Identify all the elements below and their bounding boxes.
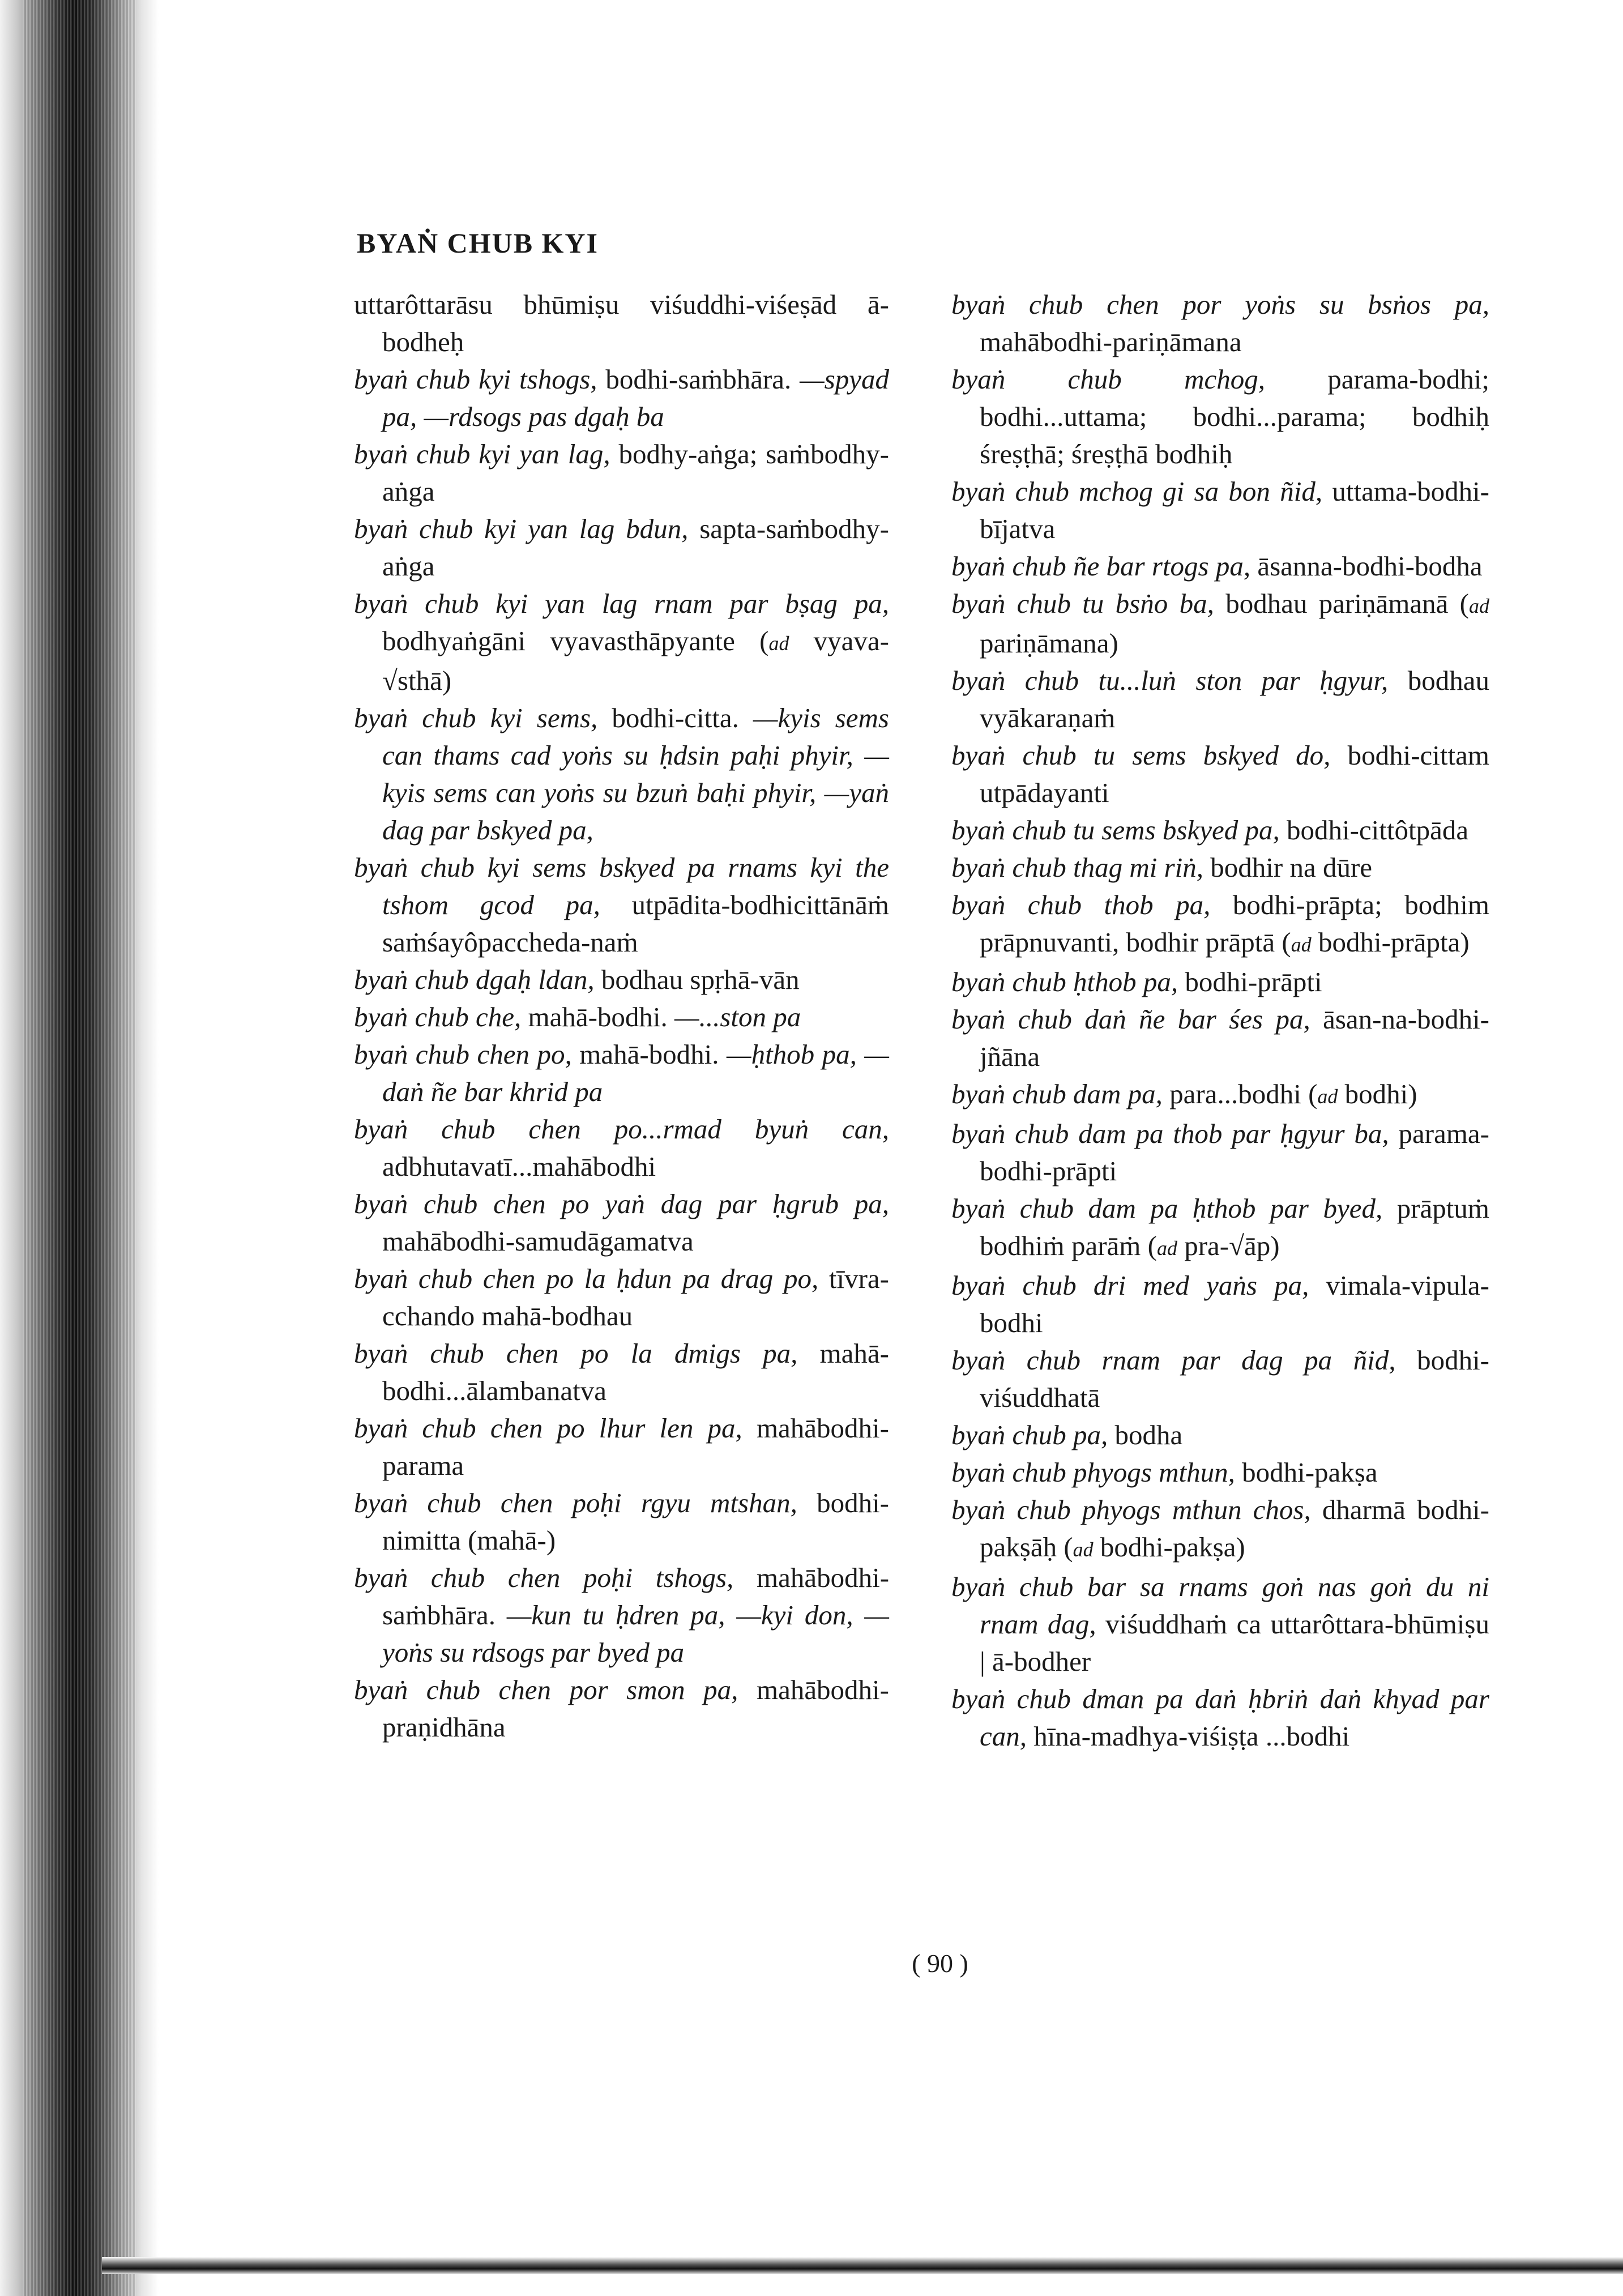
tibetan-headword: byaṅ chub thob pa, <box>951 889 1211 920</box>
dictionary-entry <box>354 585 889 699</box>
tibetan-headword: byaṅ chub bar sa rnams goṅ nas goṅ du ni rnam dag, <box>951 1571 1489 1640</box>
tibetan-headword: byaṅ chub chen po, <box>354 1039 572 1070</box>
sanskrit-equivalent: sapta-saṁbodhy-aṅga <box>382 513 889 582</box>
dictionary-entry <box>951 886 1489 963</box>
tibetan-headword: byaṅ chub dri med yaṅs pa, <box>951 1270 1309 1301</box>
sanskrit-equivalent: bodhy-aṅga; saṁbodhy-aṅga <box>382 438 889 507</box>
tibetan-subentries: —...ston pa <box>674 1001 801 1032</box>
tibetan-headword: byaṅ chub kyi sems, <box>354 702 598 733</box>
tibetan-headword: byaṅ chub chen poḥi tshogs, <box>354 1562 734 1593</box>
sanskrit-equivalent-cont: pra-√āp) <box>1177 1230 1280 1261</box>
tibetan-headword: byaṅ chub ḥthob pa, <box>951 966 1178 997</box>
sanskrit-equivalent: bodha <box>1108 1419 1183 1450</box>
dictionary-entry <box>354 1559 889 1671</box>
sanskrit-equivalent: bodhi-saṁbhāra. <box>597 364 800 395</box>
tibetan-headword: byaṅ chub kyi yan lag rnam par bṣag pa, <box>354 588 889 619</box>
tibetan-headword: byaṅ chub thag mi riṅ, <box>951 852 1204 883</box>
tibetan-headword: byaṅ chub dam pa thob par ḥgyur ba, <box>951 1118 1389 1149</box>
dictionary-entry <box>951 662 1489 737</box>
sanskrit-equivalent-cont: bodhi-pakṣa) <box>1093 1531 1245 1563</box>
tibetan-headword: byaṅ chub phyogs mthun chos, <box>951 1494 1311 1525</box>
sanskrit-equivalent: viśuddhaṁ ca uttarôttara-bhūmiṣu | ā-bodher <box>980 1608 1489 1677</box>
dictionary-entry <box>354 961 889 998</box>
sanskrit-equivalent: para...bodhi ( <box>1162 1078 1318 1109</box>
abbreviation: ad <box>1291 933 1312 956</box>
sanskrit-equivalent: dharmā bodhi-pakṣāḥ ( <box>980 1494 1489 1563</box>
sanskrit-equivalent: mahā-bodhi. <box>521 1001 675 1032</box>
tibetan-headword: byaṅ chub mchog, <box>951 364 1265 395</box>
dictionary-entry <box>354 998 889 1036</box>
tibetan-subentries: —spyad pa, —rdsogs pas dgaḥ ba <box>382 364 889 432</box>
tibetan-headword: byaṅ chub tu sems bskyed pa, <box>951 814 1280 846</box>
dictionary-entry <box>951 1491 1489 1568</box>
dictionary-entry <box>951 361 1489 473</box>
tibetan-headword: byaṅ chub dman pa daṅ ḥbriṅ daṅ khyad par can, <box>951 1683 1489 1752</box>
tibetan-headword: byaṅ chub daṅ ñe bar śes pa, <box>951 1004 1310 1035</box>
sanskrit-equivalent-cont: bodhi-prāpta) <box>1311 927 1470 958</box>
dictionary-entry <box>951 812 1489 849</box>
dictionary-entry <box>951 1454 1489 1491</box>
sanskrit-equivalent: bodhi-nimitta (mahā-) <box>382 1487 889 1556</box>
tibetan-headword: byaṅ chub tu...luṅ ston par ḥgyur, <box>951 665 1389 696</box>
dictionary-entry <box>354 286 889 361</box>
dictionary-entry <box>354 1671 889 1746</box>
sanskrit-equivalent: prāptuṁ bodhiṁ parāṁ ( <box>980 1193 1489 1261</box>
tibetan-headword: byaṅ chub dgaḥ ldan, <box>354 964 595 995</box>
right-column <box>951 286 1489 1755</box>
book-gutter-page-edges <box>23 0 136 2296</box>
tibetan-subentries: —kun tu ḥdren pa, —kyi don, —yoṅs su rdsogs par byed pa <box>382 1599 889 1668</box>
dictionary-entry <box>951 585 1489 662</box>
tibetan-headword: byaṅ chub chen po la dmigs pa, <box>354 1338 798 1369</box>
sanskrit-equivalent: bodhi-citta. <box>597 702 753 733</box>
dictionary-entry <box>951 1190 1489 1267</box>
sanskrit-equivalent: adbhutavatī...mahābodhi <box>382 1151 656 1182</box>
dictionary-entry <box>951 1001 1489 1076</box>
tibetan-headword: byaṅ chub kyi yan lag, <box>354 438 610 470</box>
sanskrit-equivalent: bodhau spṛhā-vān <box>594 964 800 995</box>
sanskrit-equivalent: bodhyaṅgāni vyavasthāpyante ( <box>382 625 769 656</box>
dictionary-entry <box>354 361 889 436</box>
tibetan-headword: byaṅ chub chen poḥi rgyu mtshan, <box>354 1487 797 1518</box>
sanskrit-equivalent: bodhi-cittam utpādayanti <box>980 740 1489 808</box>
tibetan-headword: byaṅ chub chen po la ḥdun pa drag po, <box>354 1263 819 1294</box>
dictionary-entry <box>354 1260 889 1335</box>
tibetan-headword: byaṅ chub kyi tshogs, <box>354 364 597 395</box>
sanskrit-equivalent: bodhi-viśuddhatā <box>980 1345 1490 1413</box>
dictionary-entry <box>354 510 889 585</box>
dictionary-entry <box>951 737 1489 812</box>
sanskrit-equivalent-cont: bodhi) <box>1338 1078 1417 1109</box>
tibetan-headword: byaṅ chub rnam par dag pa ñid, <box>951 1345 1396 1376</box>
sanskrit-equivalent: bodhi-prāpta; bodhim prāpnuvanti, bodhir prāptā ( <box>980 889 1489 958</box>
tibetan-headword: byaṅ chub kyi yan lag bdun, <box>354 513 689 544</box>
dictionary-entry <box>951 548 1489 585</box>
abbreviation: ad <box>1156 1237 1177 1260</box>
dictionary-entry <box>354 1484 889 1559</box>
sanskrit-equivalent: mahābodhi-samudāgamatva <box>382 1226 694 1257</box>
dictionary-entry <box>951 1267 1489 1342</box>
sanskrit-equivalent: āsanna-bodhi-bodha <box>1250 550 1483 582</box>
sanskrit-equivalent: bodhau pariṇāmanā ( <box>1214 588 1470 619</box>
tibetan-headword: byaṅ chub chen por smon pa, <box>354 1674 738 1705</box>
sanskrit-equivalent: mahā-bodhi...ālambanatva <box>382 1338 889 1406</box>
tibetan-headword: byaṅ chub chen por yoṅs su bsṅos pa, <box>951 289 1489 320</box>
sanskrit-equivalent: āsan-na-bodhi-jñāna <box>980 1004 1489 1072</box>
tibetan-headword: byaṅ chub phyogs mthun, <box>951 1457 1235 1488</box>
abbreviation: ad <box>768 632 789 655</box>
dictionary-entry <box>951 1076 1489 1115</box>
tibetan-headword: byaṅ chub dam pa ḥthob par byed, <box>951 1193 1383 1224</box>
dictionary-entry <box>951 1568 1489 1680</box>
tibetan-headword: byaṅ chub tu bsṅo ba, <box>951 588 1214 619</box>
sanskrit-equivalent: parama-bodhi-prāpti <box>980 1118 1489 1187</box>
dictionary-entry <box>951 1115 1489 1190</box>
dictionary-entry <box>951 473 1489 548</box>
dictionary-entry <box>354 1036 889 1111</box>
dictionary-entry <box>354 849 889 961</box>
sanskrit-equivalent: hīna-madhya-viśiṣṭa ...bodhi <box>1027 1721 1350 1752</box>
dictionary-entry <box>951 286 1489 361</box>
abbreviation: ad <box>1469 595 1490 617</box>
sanskrit-equivalent: mahābodhi-saṁbhāra. <box>382 1562 890 1631</box>
dictionary-entry <box>951 1342 1489 1416</box>
tibetan-headword: byaṅ chub ñe bar rtogs pa, <box>951 550 1251 582</box>
entry-text: uttarôttarāsu bhūmiṣu viśuddhi-viśeṣād ā-bodheḥ <box>354 289 889 357</box>
tibetan-headword: byaṅ chub kyi sems bskyed pa rnams kyi the tshom gcod pa, <box>354 852 889 920</box>
sanskrit-equivalent: parama-bodhi; bodhi...uttama; bodhi...parama; bodhiḥ śreṣṭhā; śreṣṭhā bodhiḥ <box>980 364 1489 470</box>
tibetan-subentries: —ḥthob pa, —daṅ ñe bar khrid pa <box>382 1039 889 1107</box>
sanskrit-equivalent: mahābodhi-praṇidhāna <box>382 1674 889 1743</box>
dictionary-entry <box>354 1185 889 1260</box>
dictionary-entry <box>951 1416 1489 1454</box>
tibetan-headword: byaṅ chub chen po lhur len pa, <box>354 1412 742 1444</box>
dictionary-entry <box>354 699 889 849</box>
scan-bottom-edge <box>102 2257 1623 2274</box>
sanskrit-equivalent: utpādita-bodhicittānāṁ saṁśayôpaccheda-naṁ <box>382 889 889 958</box>
abbreviation: ad <box>1073 1538 1094 1561</box>
sanskrit-equivalent: tīvra-cchando mahā-bodhau <box>382 1263 889 1331</box>
page-number: ( 90 ) <box>912 1949 968 1978</box>
dictionary-entry <box>354 436 889 510</box>
tibetan-headword: byaṅ chub che, <box>354 1001 522 1032</box>
sanskrit-equivalent: mahābodhi-parama <box>382 1412 889 1481</box>
sanskrit-equivalent: mahābodhi-pariṇāmana <box>980 326 1242 357</box>
tibetan-subentries: —kyis sems can thams cad yoṅs su ḥdsin paḥi phyir, —kyis sems can yoṅs su bzuṅ baḥi phyir, —yaṅ dag par bskyed pa, <box>382 702 889 846</box>
tibetan-headword: byaṅ chub pa, <box>951 1419 1108 1450</box>
tibetan-headword: byaṅ chub mchog gi sa bon ñid, <box>951 476 1323 507</box>
sanskrit-equivalent: bodhau vyākaraṇaṁ <box>980 665 1489 733</box>
dictionary-entry <box>354 1335 889 1410</box>
dictionary-entry <box>951 1680 1489 1755</box>
sanskrit-equivalent-cont: pariṇāmana) <box>980 628 1118 659</box>
sanskrit-equivalent: mahā-bodhi. <box>571 1039 727 1070</box>
dictionary-entry <box>354 1410 889 1484</box>
sanskrit-equivalent: bodhi-prāpti <box>1178 966 1322 997</box>
sanskrit-equivalent: vimala-vipula-bodhi <box>980 1270 1490 1338</box>
dictionary-entry <box>951 963 1489 1001</box>
dictionary-entry <box>354 1111 889 1185</box>
sanskrit-equivalent: bodhir na dūre <box>1203 852 1373 883</box>
sanskrit-equivalent: bodhi-pakṣa <box>1235 1457 1378 1488</box>
sanskrit-equivalent: uttama-bodhi-bījatva <box>980 476 1489 544</box>
left-column <box>354 286 889 1746</box>
tibetan-headword: byaṅ chub chen po...rmad byuṅ can, <box>354 1113 889 1145</box>
running-header: BYAṄ CHUB KYI <box>357 227 599 259</box>
tibetan-headword: byaṅ chub chen po yaṅ dag par ḥgrub pa, <box>354 1188 889 1219</box>
sanskrit-equivalent-cont: vyava-√sthā) <box>382 625 889 696</box>
abbreviation: ad <box>1317 1085 1338 1108</box>
dictionary-entry <box>951 849 1489 886</box>
tibetan-headword: byaṅ chub dam pa, <box>951 1078 1163 1109</box>
tibetan-headword: byaṅ chub tu sems bskyed do, <box>951 740 1331 771</box>
sanskrit-equivalent: bodhi-cittôtpāda <box>1279 814 1469 846</box>
